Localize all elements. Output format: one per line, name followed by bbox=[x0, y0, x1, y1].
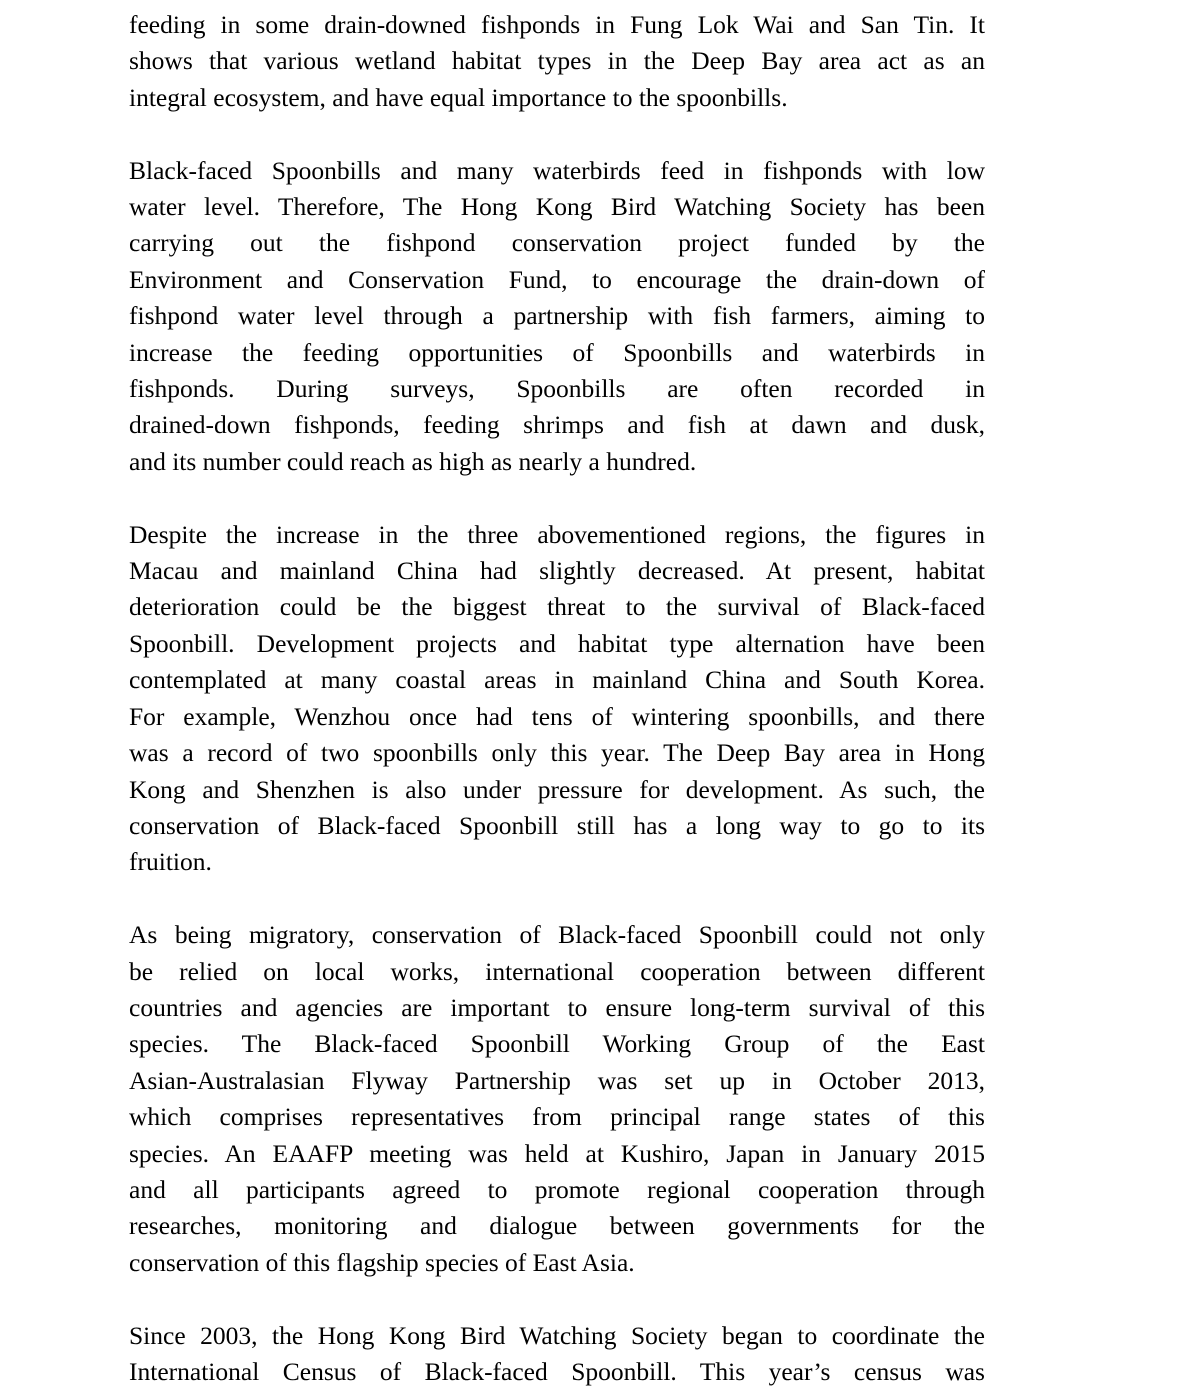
text-line: For example, Wenzhou once had tens of wintering spoonbills, and there bbox=[129, 701, 985, 731]
text-line: drained-down fishponds, feeding shrimps and fish at dawn and dusk, bbox=[129, 410, 985, 440]
text-line: carrying out the fishpond conservation project funded by the bbox=[129, 228, 985, 258]
text-line: International Census of Black-faced Spoonbill. This year’s census was bbox=[129, 1356, 985, 1386]
text-line: conservation of this flagship species of East Asia. bbox=[129, 1247, 635, 1277]
text-line: Since 2003, the Hong Kong Bird Watching Society began to coordinate the bbox=[129, 1320, 985, 1350]
text-line: and all participants agreed to promote regional cooperation through bbox=[129, 1174, 985, 1204]
paragraph bbox=[129, 917, 985, 1281]
text-line: Environment and Conservation Fund, to encourage the drain-down of bbox=[129, 264, 985, 294]
paragraph bbox=[129, 517, 985, 881]
text-line: increase the feeding opportunities of Spoonbills and waterbirds in bbox=[129, 337, 985, 367]
text-line: fishponds. During surveys, Spoonbills are often recorded in bbox=[129, 374, 985, 404]
text-line: researches, monitoring and dialogue between governments for the bbox=[129, 1211, 985, 1241]
text-line: As being migratory, conservation of Black-faced Spoonbill could not only bbox=[129, 920, 985, 950]
text-line: species. The Black-faced Spoonbill Working Group of the East bbox=[129, 1029, 985, 1059]
text-line: deterioration could be the biggest threat to the survival of Black-faced bbox=[129, 592, 985, 622]
text-line: fruition. bbox=[129, 847, 212, 877]
text-line: Spoonbill. Development projects and habitat type alternation have been bbox=[129, 628, 985, 658]
text-line: contemplated at many coastal areas in mainland China and South Korea. bbox=[129, 665, 985, 695]
text-line: Black-faced Spoonbills and many waterbirds feed in fishponds with low bbox=[129, 155, 985, 185]
paragraph bbox=[129, 153, 985, 481]
paragraph bbox=[129, 1318, 985, 1391]
text-line: integral ecosystem, and have equal importance to the spoonbills. bbox=[129, 82, 788, 112]
paragraph bbox=[129, 7, 985, 116]
text-line: Kong and Shenzhen is also under pressure for development. As such, the bbox=[129, 774, 985, 804]
text-line: fishpond water level through a partnership with fish farmers, aiming to bbox=[129, 301, 985, 331]
text-line: Macau and mainland China had slightly decreased. At present, habitat bbox=[129, 556, 985, 586]
text-line: which comprises representatives from principal range states of this bbox=[129, 1102, 985, 1132]
text-line: Asian-Australasian Flyway Partnership was set up in October 2013, bbox=[129, 1065, 985, 1095]
text-line: was a record of two spoonbills only this year. The Deep Bay area in Hong bbox=[129, 738, 985, 768]
text-line: species. An EAAFP meeting was held at Kushiro, Japan in January 2015 bbox=[129, 1138, 985, 1168]
text-line: Despite the increase in the three abovementioned regions, the figures in bbox=[129, 519, 985, 549]
text-line: and its number could reach as high as nearly a hundred. bbox=[129, 446, 697, 476]
text-line: countries and agencies are important to ensure long-term survival of this bbox=[129, 992, 985, 1022]
text-line: water level. Therefore, The Hong Kong Bird Watching Society has been bbox=[129, 192, 985, 222]
text-line: be relied on local works, international cooperation between different bbox=[129, 956, 985, 986]
text-line: shows that various wetland habitat types in the Deep Bay area act as an bbox=[129, 46, 985, 76]
text-line: feeding in some drain-downed fishponds in Fung Lok Wai and San Tin. It bbox=[129, 10, 985, 39]
text-line: conservation of Black-faced Spoonbill still has a long way to go to its bbox=[129, 810, 985, 840]
